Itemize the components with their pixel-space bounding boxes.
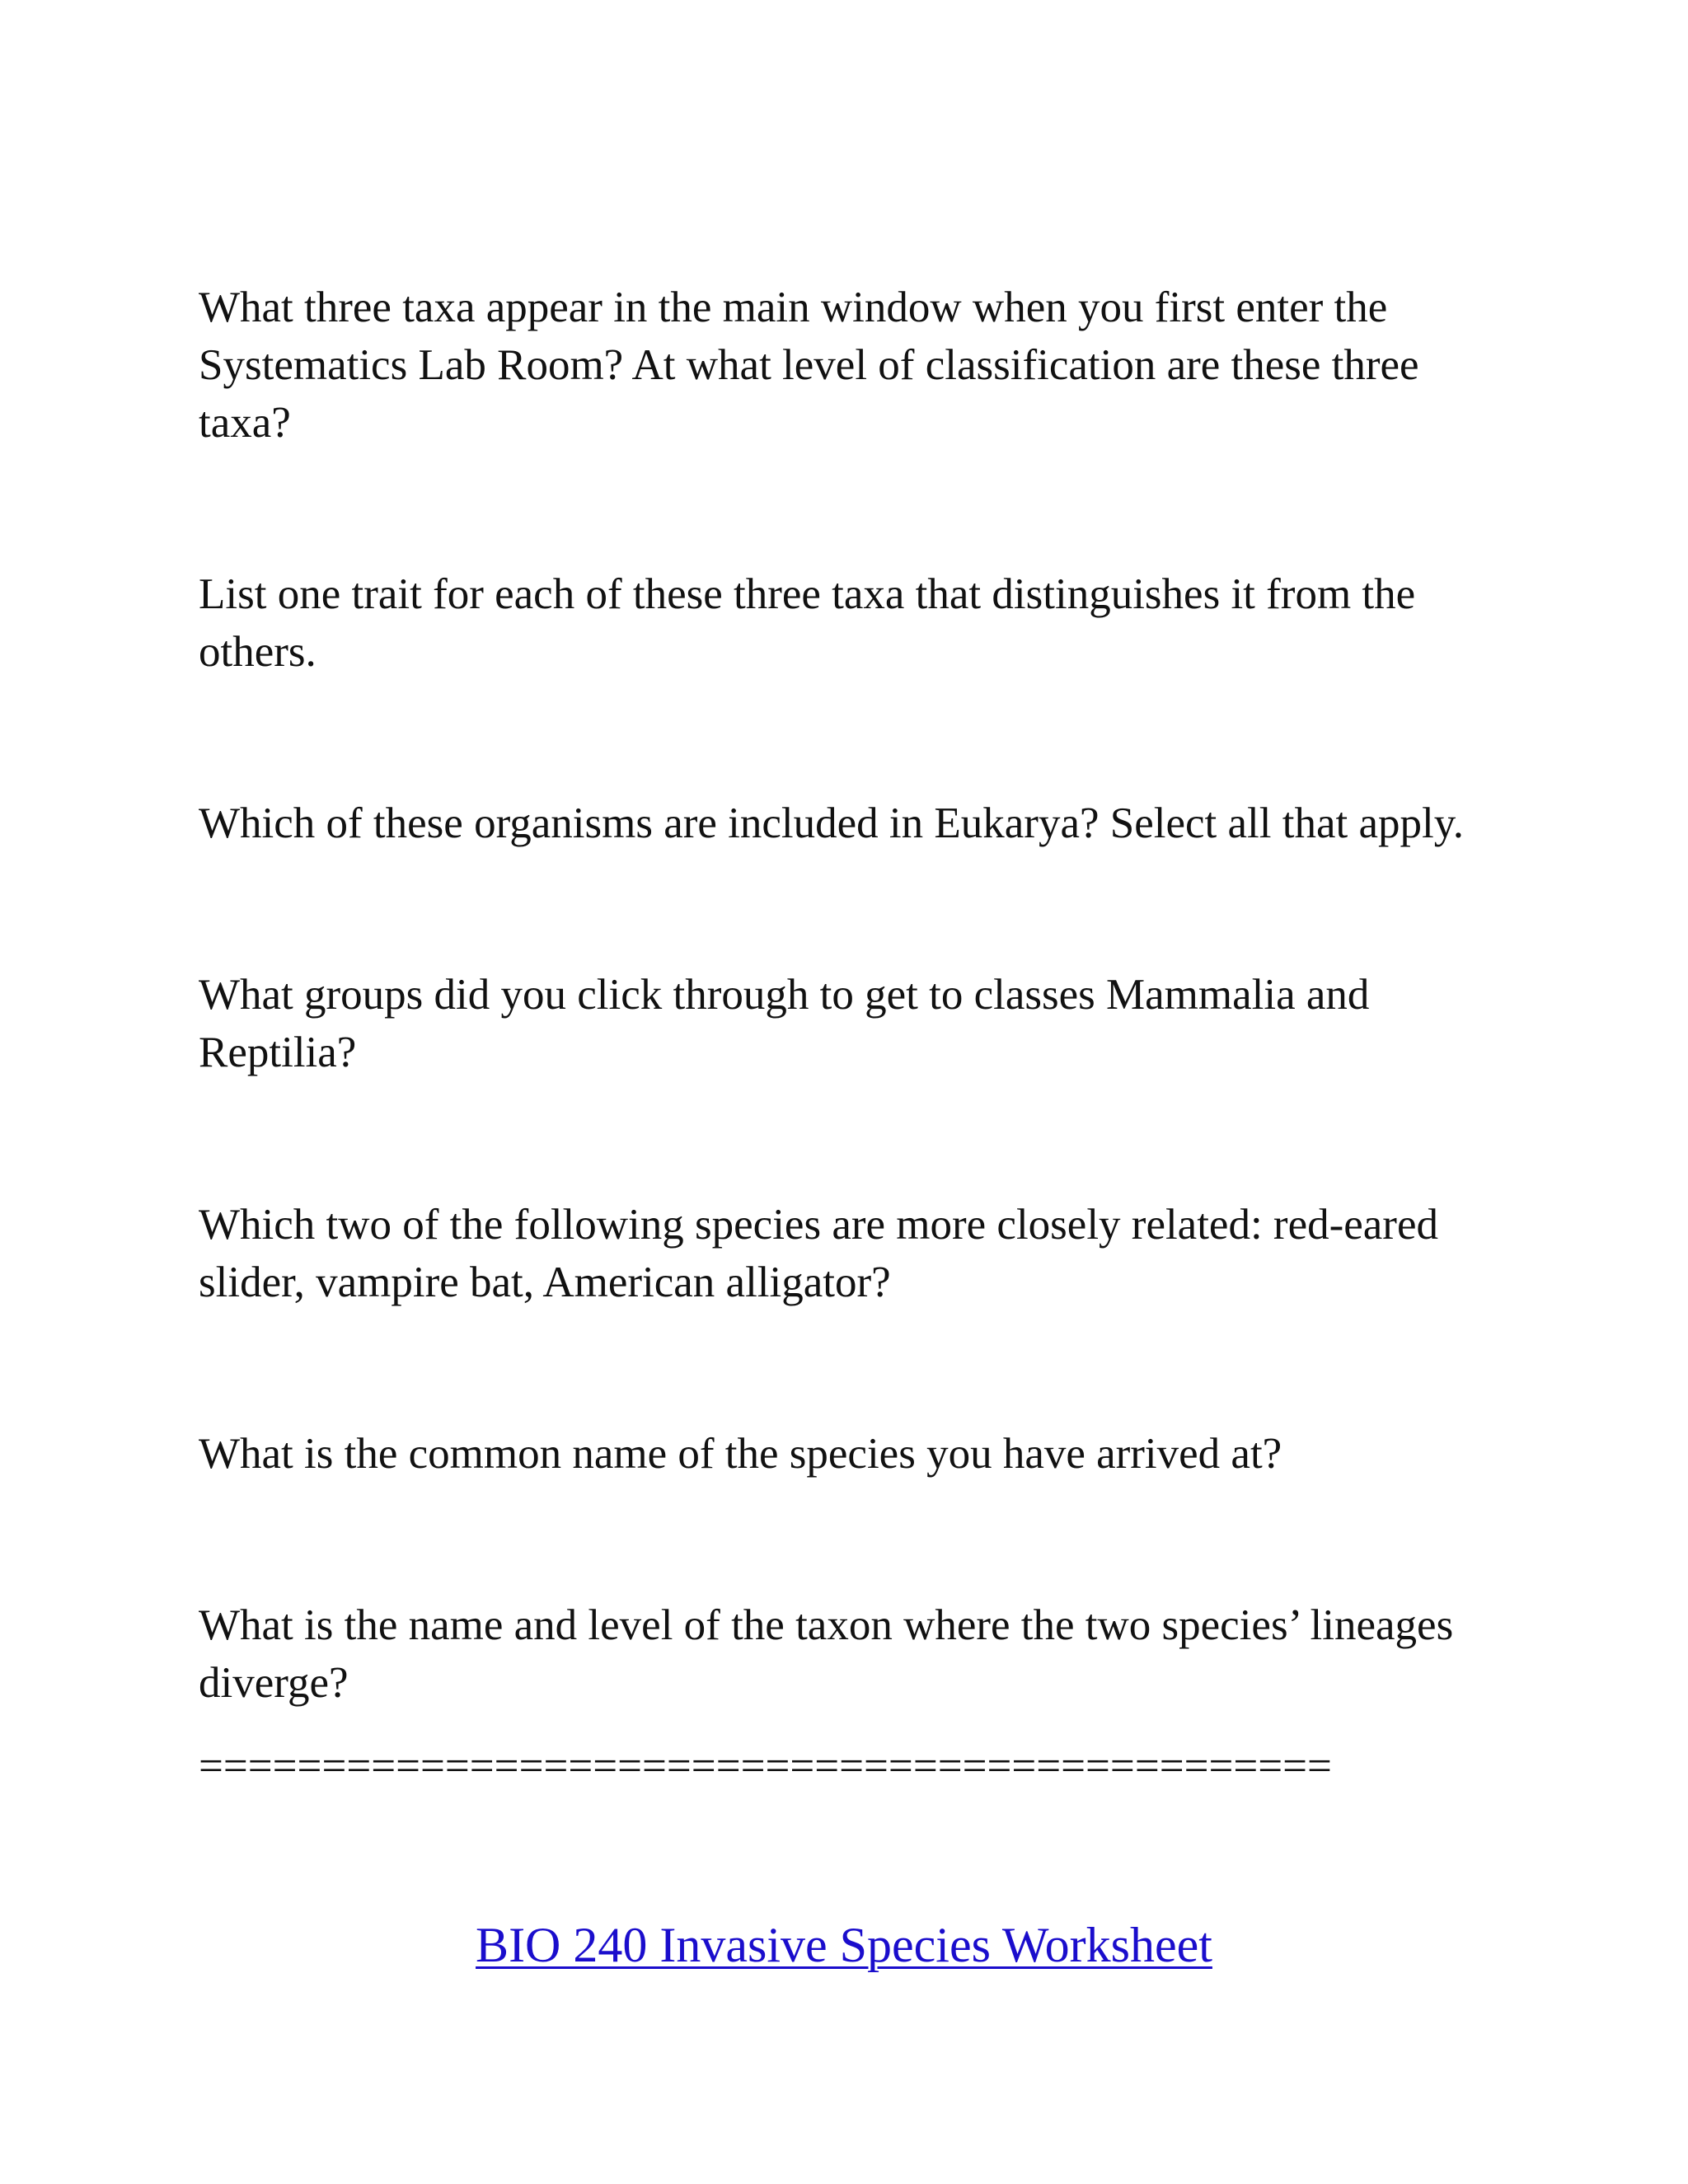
question-2: List one trait for each of these three taxa that distinguishes it from the others. bbox=[199, 570, 1416, 676]
worksheet-link-container bbox=[0, 1914, 1688, 1976]
question-6: What is the common name of the species you have arrived at? bbox=[199, 1430, 1282, 1478]
question-5: Which two of the following species are more closely related: red-eared slider, vampire bat, American alligator? bbox=[199, 1201, 1438, 1306]
question-7: What is the name and level of the taxon where the two species’ lineages diverge? bbox=[199, 1601, 1454, 1707]
question-4: What groups did you click through to get to classes Mammalia and Reptilia? bbox=[199, 971, 1370, 1076]
question-1: What three taxa appear in the main window when you first enter the Systematics Lab Room? At what level of classification are these three taxa? bbox=[199, 284, 1419, 447]
section-divider: ============================================== bbox=[199, 1742, 1332, 1790]
question-3: Which of these organisms are included in Eukarya? Select all that apply. bbox=[199, 799, 1465, 847]
worksheet-link[interactable]: BIO 240 Invasive Species Worksheet bbox=[476, 1918, 1212, 1972]
